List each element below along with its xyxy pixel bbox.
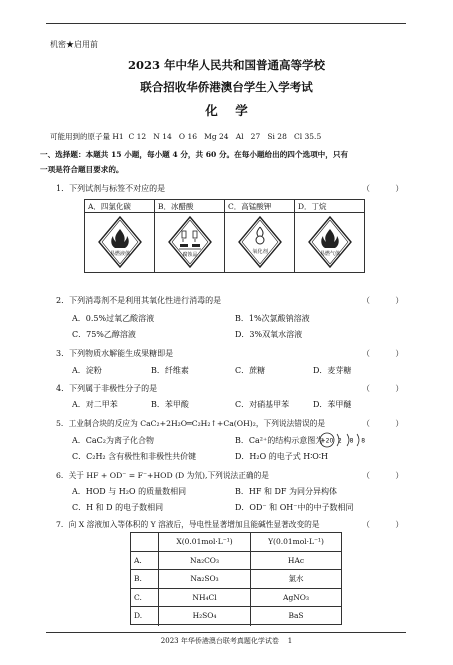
hazard-cell-b — [155, 200, 225, 272]
svg-text:氧化剂: 氧化剂 — [252, 249, 268, 255]
q4-option-a: A．对二甲苯 — [72, 400, 118, 409]
q3-stem: 3．下列物质水解能生成果糖即是 — [56, 349, 174, 358]
hazard-head-d: D．丁烷 — [295, 200, 365, 213]
q5-stem: 5．工业制合块的反应为 CaC₂+2H₂O═C₂H₂↑+Ca(OH)₂，下列说法错误的是 — [56, 419, 326, 428]
atomic-masses: 可能用到的原子量 H1 C 12 N 14 O 16 Mg 24 Al 27 Si 28 Cl 35.5 — [50, 132, 322, 141]
q2-answer-paren: （ ） — [362, 296, 404, 305]
table-cell: 氯水 — [288, 574, 304, 584]
table-header-cell: Y(0.01mol·L⁻¹) — [268, 537, 324, 546]
q4-option-d: D．苯甲醚 — [313, 400, 352, 409]
q1-answer-paren: （ ） — [362, 184, 404, 193]
section1-line2: 一项是符合题目要求的。 — [40, 165, 124, 174]
q4-option-c: C．对硝基甲苯 — [235, 400, 290, 409]
table-cell: Na₂SO₃ — [159, 570, 251, 588]
table-cell: Na₂CO₃ — [159, 552, 251, 570]
hazard-head-b: B．冰醋酸 — [155, 200, 224, 213]
q1-stem: 1．下列试剂与标签不对应的是 — [56, 184, 166, 193]
hazard-cell-c — [225, 200, 295, 272]
table-cell: D. — [131, 607, 159, 626]
corrosive-icon — [167, 215, 213, 270]
subject-title: 化 学 — [205, 103, 248, 118]
q6-option-b: B．HF 和 DF 为同分异构体 — [235, 487, 337, 496]
table-cell: C. — [131, 589, 159, 607]
section1-line1: 一、选择题：本题共 15 小题，每小题 4 分，共 60 分。在每小题给出的四个选项中，只有 — [40, 150, 349, 159]
table-cell: HAc — [287, 555, 305, 565]
q2-option-c: C．75%乙醇溶液 — [72, 330, 136, 339]
table-cell: B. — [131, 570, 159, 588]
oxidizer-icon — [237, 215, 283, 270]
table-header-cell — [131, 533, 159, 551]
q4-option-b: B．苯甲酸 — [151, 400, 189, 409]
table-header-cell: X(0.01mol·L⁻¹) — [159, 533, 251, 551]
svg-text:+20: +20 — [320, 437, 334, 445]
table-cell: AgNO₃ — [283, 592, 309, 602]
svg-text:腐蚀品: 腐蚀品 — [182, 252, 198, 258]
title-line1: 2023 年中华人民共和国普通高等学校 — [127, 58, 325, 72]
table-cell: BaS — [288, 611, 304, 621]
q6-option-c: C．H 和 D 的电子数相同 — [72, 503, 164, 512]
table-row — [131, 589, 341, 608]
q5-answer-paren: （ ） — [362, 419, 404, 428]
hazard-head-c: C．高锰酸钾 — [225, 200, 294, 213]
secret-label: 机密★启用前 — [50, 40, 98, 49]
q3-option-c: C．蔗糖 — [235, 366, 266, 375]
top-rule — [46, 23, 406, 24]
q3-answer-paren: （ ） — [362, 349, 404, 358]
q7-solution-table — [130, 532, 342, 625]
q6-option-d: D．OD⁻ 和 OH⁻中的中子数相同 — [235, 503, 354, 512]
footer-rule — [46, 632, 406, 633]
hazard-label-table — [84, 199, 365, 273]
q6-stem: 6．关于 HF + OD⁻ = F⁻+HOD (D 为氘),下列说法正确的是 — [56, 471, 269, 480]
title-line2: 联合招收华侨港澳台学生入学考试 — [140, 80, 313, 94]
hazard-head-a: A．四氯化碳 — [85, 200, 154, 213]
svg-text:2 8 8: 2 8 8 — [337, 437, 369, 445]
q5-option-d: D．H₂O 的电子式 H∶O∶H — [235, 452, 328, 461]
hazard-cell-d — [295, 200, 365, 272]
table-row — [131, 552, 341, 571]
svg-text:易燃液体: 易燃液体 — [109, 251, 131, 257]
table-row — [131, 570, 341, 589]
ion-structure-diagram — [319, 432, 375, 448]
q3-option-a: A．淀粉 — [72, 366, 102, 375]
q3-option-b: B．纤维素 — [151, 366, 189, 375]
q4-stem: 4．下列属于非极性分子的是 — [56, 384, 158, 393]
svg-text:易燃气体: 易燃气体 — [319, 251, 341, 257]
q7-answer-paren: （ ） — [362, 520, 404, 529]
table-cell: A. — [131, 552, 159, 570]
q2-option-b: B．1%次氯酸钠溶液 — [235, 314, 310, 323]
q6-answer-paren: （ ） — [362, 471, 404, 480]
table-cell: NH₄Cl — [159, 589, 251, 607]
table-row — [131, 607, 341, 626]
q6-option-a: A．HOD 与 H₂O 的质量数相同 — [72, 487, 187, 496]
q4-answer-paren: （ ） — [362, 384, 404, 393]
q3-option-d: D．麦芽糖 — [313, 366, 352, 375]
q2-option-a: A．0.5%过氧乙酸溶液 — [72, 314, 155, 323]
page-footer: 2023 年华侨港澳台联考真题化学试卷 1 — [160, 637, 293, 645]
q7-stem: 7．向 X 溶液加入等体积的 Y 溶液后，导电性显著增加且能碱性显著改变的是 — [56, 520, 320, 529]
q2-stem: 2．下列消毒剂不是利用其氧化性进行消毒的是 — [56, 296, 222, 305]
flame-icon — [97, 215, 143, 270]
q5-option-c: C．C₂H₂ 含有极性和非极性共价键 — [72, 452, 197, 461]
q2-option-d: D．3%双氧水溶液 — [235, 330, 303, 339]
flame-icon — [307, 215, 353, 270]
q5-option-b: B．Ca²⁺的结构示意图为 — [235, 436, 324, 445]
table-header-row — [131, 533, 341, 552]
table-cell: H₂SO₄ — [159, 607, 251, 626]
q5-option-a: A．CaC₂为离子化合物 — [72, 436, 154, 445]
hazard-cell-a — [85, 200, 155, 272]
